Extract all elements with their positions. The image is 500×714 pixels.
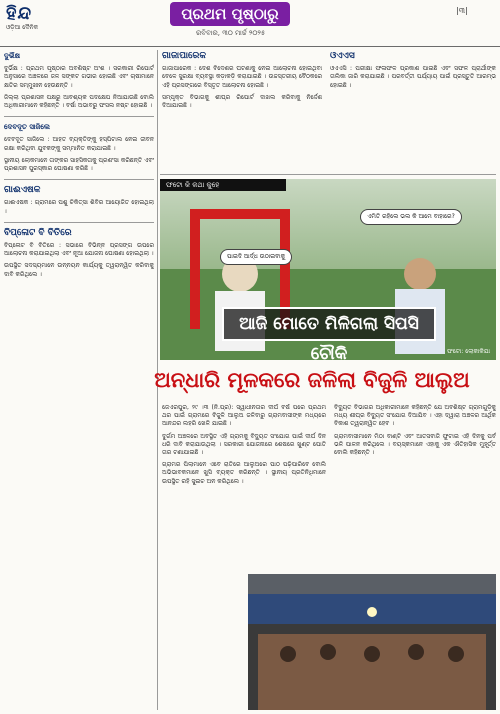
brand-tagline: ଓଡ଼ିଆ ଦୈନିକ [6,24,38,31]
story4-heading: ବିପ୍ଳୋଟ ବି ବିତିରେ [4,227,72,238]
story2-para-2: ସ୍ଥାନୀୟ ଲୋକମାନେ ତାଙ୍କର ସାହସିକତାକୁ ପ୍ରଶଂସା କରିଛନ୍ତି ଏବଂ ପ୍ରଶାସନ ପୁରସ୍କାର ଘୋଷଣା କରିଛି । [4,156,154,173]
masthead-divider [0,46,500,47]
person-right-head [404,258,436,290]
divider [160,174,496,175]
top-right-story-col2 [330,52,496,170]
main-para-5: ଗ୍ରାମବାସୀମାନେ ମିଠା ବାଣ୍ଟି ଏବଂ ଆତସବାଜି ଫୁଟାଇ ଏହି ଦିନକୁ ପର୍ବ ଭଳି ପାଳନ କରିଥିଲେ । ବୟସ୍କମାନେ ଏହାକୁ ଏକ ଐତିହାସିକ ମୁହୂର୍ତ୍ତ ବୋଲି କହିଛନ୍ତି । [334,432,496,457]
village-photo [248,574,496,710]
person-4 [408,644,424,660]
story1-para-1: ଦୁର୍ଭିକ୍ଷ : ପ୍ରଥମ ପୃଷ୍ଠାର ଅବଶିଷ୍ଟ ଅଂଶ । ସରକାରୀ ରିପୋର୍ଟ ଅନୁସାରେ ଅଞ୍ଚଳରେ ଜଳ ସଙ୍କଟ ଗଭୀର ହୋଇଛି ଏବଂ ଚାଷୀମାନେ କ୍ଷତିର ସମ୍ମୁଖୀନ ହେଉଛନ୍ତି । [4,65,154,89]
brand-logo: ହିନ୍ଦ [6,3,33,24]
main-headline: ଅନ୍ଧାରି ମୂଳକରେ ଜଳିଲା ବିଜୁଳି ଆଲୁଅ [154,367,470,392]
story4-para-1: ବିପ୍ଳୋଟ ବି ବିତିରେ : ସଭାରେ ବିଭିନ୍ନ ପ୍ରସଙ୍ଗ ଉପରେ ଆଲୋଚନା କରାଯାଇଥିଲା ଏବଂ ନୂଆ ଯୋଜନା ଘୋଷଣା ହୋଇଥିଲା । [4,242,154,258]
village-scene [248,574,496,710]
speech-bubble-left: ପାଇଦି ଆର୍ଦ୍ଧ ଉଠାଇବାକୁ [220,249,292,265]
person-3 [364,646,380,662]
main-para-2: ଦୁର୍ଗମ ଅଞ୍ଚଳରେ ଅବସ୍ଥିତ ଏହି ଗ୍ରାମକୁ ବିଦ୍ୟୁତ ସଂଯୋଗ ପାଇଁ ଦୀର୍ଘ ଦିନ ଧରି ଦାବି କରାଯାଉଥିଲା । ସରକାରୀ ଯୋଜନାରେ ଶେଷରେ ଖୁଣ୍ଟ ପୋତି ତାର ଟଣାଯାଇଛି । [162,432,326,457]
issue-date: ରବିବାର, ୩୦ ମାର୍ଚ୍ଚ ୨୦୨୫ [196,29,266,37]
section-banner: ପ୍ରଥମ ପୃଷ୍ଠାରୁ [170,2,290,26]
person-5 [448,646,464,662]
feature-photo [160,179,496,360]
oas-para-1: ଓଏଏସି : ପରୀକ୍ଷା ଫଳାଫଳ ପ୍ରକାଶ ପାଇଛି ଏବଂ ସଫଳ ପ୍ରାର୍ଥୀଙ୍କ ତାଲିକା ଜାରି କରାଯାଇଛି । ପରବର୍ତ୍ତୀ ପର୍ଯ୍ୟାୟ ପାଇଁ ପ୍ରସ୍ତୁତି ଆରମ୍ଭ ହୋଇଛି । [330,65,496,89]
crowd [258,634,486,710]
divider [4,116,154,117]
chair-top [190,209,290,219]
divider [4,179,154,180]
speech-bubble-right: ଏମିତି ରହିଲେ ଭଲ କି ଆମେ ବାହାରେ? [360,209,462,225]
oas-heading: ଓଏଏସି [330,52,355,61]
photo-tag: ଫଟୋ କି କଥା କୁହେ [160,179,286,191]
photo-headline: ଆଜି ମୋତେ ମିଳିଗଲା ସିପସି ଚୌକି [222,307,436,341]
main-para-1: ଜେଏରପୁର, ୨୯ ।୩ (ନି.ପ୍ର): ସ୍ୱାଧୀନତାର ଦୀର୍ଘ ବର୍ଷ ପରେ ପ୍ରଥମ ଥର ପାଇଁ ଗ୍ରାମରେ ବିଜୁଳି ଆଲୁଅ ଜଳିବାରୁ ଗ୍ରାମବାସୀଙ୍କ ମଧ୍ୟରେ ଆନନ୍ଦର ଲହରି ଖେଳି ଯାଇଛି । [162,404,326,428]
person-2 [320,644,336,660]
gaza-heading: ଗାଜାପାରେକ [162,52,207,61]
story1-heading: ଦୁର୍ଭିକ୍ଷ [4,52,20,60]
person-1 [280,646,296,662]
page-number: |୩| [456,6,468,15]
light-bulb [367,607,377,617]
story2-heading: ଦେବଦୂତ ସାଜିଲେ [4,123,50,132]
story2-para-1: ଦେବଦୂତ ସାଜିଲେ : ଆହତ ବ୍ୟକ୍ତିଙ୍କୁ ହସ୍ପିଟାଲ ନେଇ ଜୀବନ ରକ୍ଷା କରିଥିବା ଯୁବକଙ୍କୁ ସମ୍ମାନିତ କରାଯାଇଛି । [4,136,154,152]
masthead [0,0,500,48]
divider [4,222,154,223]
story4-para-2: ଉପସ୍ଥିତ ସଦସ୍ୟମାନେ ଉନ୍ନୟନ କାର୍ଯ୍ୟକୁ ତ୍ୱରାନ୍ୱିତ କରିବାକୁ ଦାବି କରିଥିଲେ । [4,262,154,278]
main-para-3: ଗ୍ରାମର ପିଲାମାନେ ଏବେ ରାତିରେ ଆଲୁଅରେ ପାଠ ପଢ଼ିପାରିବେ ବୋଲି ଅଭିଭାବକମାନେ ଖୁସି ବ୍ୟକ୍ତ କରିଛନ୍ତି । ସ୍ଥାନୀୟ ପ୍ରତିନିଧିମାନେ ଉପସ୍ଥିତ ରହି ସୁଇଚ ଅନ କରିଥିଲେ । [162,461,326,485]
story3-heading: ଗାଈଏଷକ [4,185,41,196]
story3-para-1: ଗାଈଏଷକ : ଗ୍ରାମରେ ପଶୁ ଚିକିତ୍ସା ଶିବିର ଆୟୋଜିତ ହୋଇଥିଲା । [4,199,154,215]
story1-para-2: ଜିଲ୍ଲା ପ୍ରଶାସନ ପକ୍ଷରୁ ଆବଶ୍ୟକ ପଦକ୍ଷେପ ନିଆଯାଉଛି ବୋଲି ଅଧିକାରୀମାନେ କହିଛନ୍ତି । ବର୍ଷା ଅଭାବରୁ ଫସଲ ନଷ୍ଟ ହୋଇଛି । [4,93,154,110]
gaza-para-1: ଗାଜାପାରେକ : ଦେଶ ବିଦେଶର ଘଟଣାକୁ ନେଇ ଆଲୋଚନା ହୋଇଥିବା ବେଳେ ସୁରକ୍ଷା ବ୍ୟବସ୍ଥା କଡ଼ାକଡ଼ି କରାଯାଇଛି । ଉଚ୍ଚସ୍ତରୀୟ ବୈଠକରେ ଏହି ପ୍ରସଙ୍ଗରେ ବିସ୍ତୃତ ଆଲୋଚନା ହୋଇଛି । [162,65,322,89]
gaza-para-2: ସମ୍ପୃକ୍ତ ବିଭାଗକୁ ଶୀଘ୍ର ରିପୋର୍ଟ ଦାଖଲ କରିବାକୁ ନିର୍ଦ୍ଦେଶ ଦିଆଯାଇଛି । [162,93,322,110]
main-para-4: ବିଦ୍ୟୁତ ବିଭାଗର ଅଧିକାରୀମାନେ କହିଛନ୍ତି ଯେ ଅବଶିଷ୍ଟ ଗ୍ରାମଗୁଡ଼ିକୁ ମଧ୍ୟ ଶୀଘ୍ର ବିଦ୍ୟୁତ ସଂଯୋଗ ଦିଆଯିବ । ଏହା ଦ୍ୱାରା ଅଞ୍ଚଳର ଆର୍ଥିକ ବିକାଶ ତ୍ୱରାନ୍ୱିତ ହେବ । [334,404,496,428]
chair-left [190,209,200,329]
main-story-col2 [334,404,496,570]
top-right-story-col1 [162,52,322,170]
photo-credit: ଫଟୋ: ଲୋକାକିଯା [446,348,490,355]
